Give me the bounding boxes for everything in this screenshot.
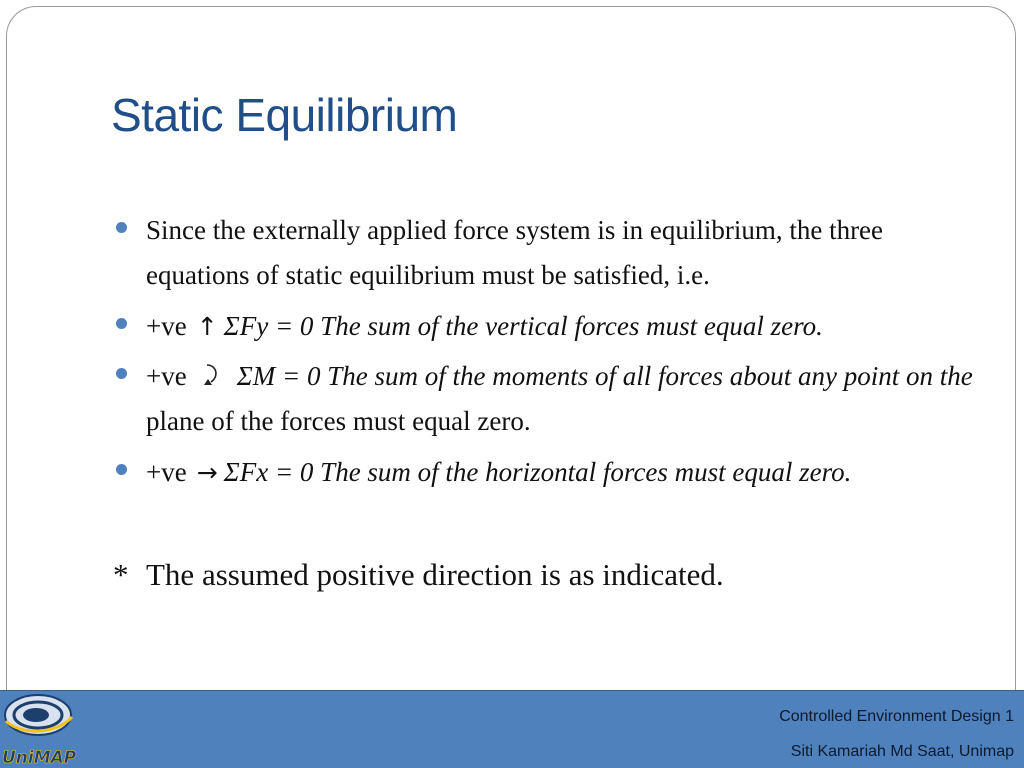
slide-note bbox=[113, 557, 724, 593]
equation-sum-fy: ΣFy = 0 bbox=[223, 311, 314, 341]
equation-description-italic: The sum of the moments of all forces about any point on the bbox=[327, 361, 973, 391]
equation-sum-m: ΣM = 0 bbox=[236, 361, 321, 391]
bullet-text: Since the externally applied force system is in equilibrium, the three equations of static equilibrium must be satisfied, i.e. bbox=[146, 215, 884, 290]
footer-course-title: Controlled Environment Design 1 bbox=[779, 708, 1014, 725]
equation-description: The sum of the vertical forces must equal zero. bbox=[320, 311, 823, 341]
note-marker: * bbox=[113, 557, 129, 592]
slide-footer bbox=[0, 690, 1024, 768]
equation-sum-fx: ΣFx = 0 bbox=[223, 457, 314, 487]
bullet-moments bbox=[113, 354, 993, 444]
slide-title: Static Equilibrium bbox=[111, 89, 458, 141]
bullet-horizontal-forces bbox=[113, 450, 993, 495]
svg-text:UniMAP: UniMAP bbox=[2, 748, 77, 768]
bullet-vertical-forces bbox=[113, 304, 993, 349]
positive-label: +ve bbox=[146, 457, 187, 487]
slide-body bbox=[113, 208, 993, 495]
arrow-up-icon: ↑ bbox=[196, 312, 218, 341]
bullet-dot bbox=[116, 368, 127, 379]
unimap-logo bbox=[0, 691, 80, 768]
bullet-equilibrium-intro bbox=[113, 208, 993, 298]
equation-description: The sum of the horizontal forces must equal zero. bbox=[320, 457, 852, 487]
arrow-right-icon: → bbox=[196, 458, 218, 487]
equation-description-roman: plane of the forces must equal zero. bbox=[146, 406, 531, 436]
clockwise-moment-icon bbox=[197, 361, 225, 389]
footer-author: Siti Kamariah Md Saat, Unimap bbox=[790, 743, 1014, 760]
bullet-dot bbox=[116, 222, 127, 233]
bullet-dot bbox=[116, 318, 127, 329]
note-text: The assumed positive direction is as indicated. bbox=[146, 557, 724, 592]
positive-label: +ve bbox=[146, 311, 187, 341]
bullet-dot bbox=[116, 464, 127, 475]
positive-label: +ve bbox=[146, 361, 187, 391]
